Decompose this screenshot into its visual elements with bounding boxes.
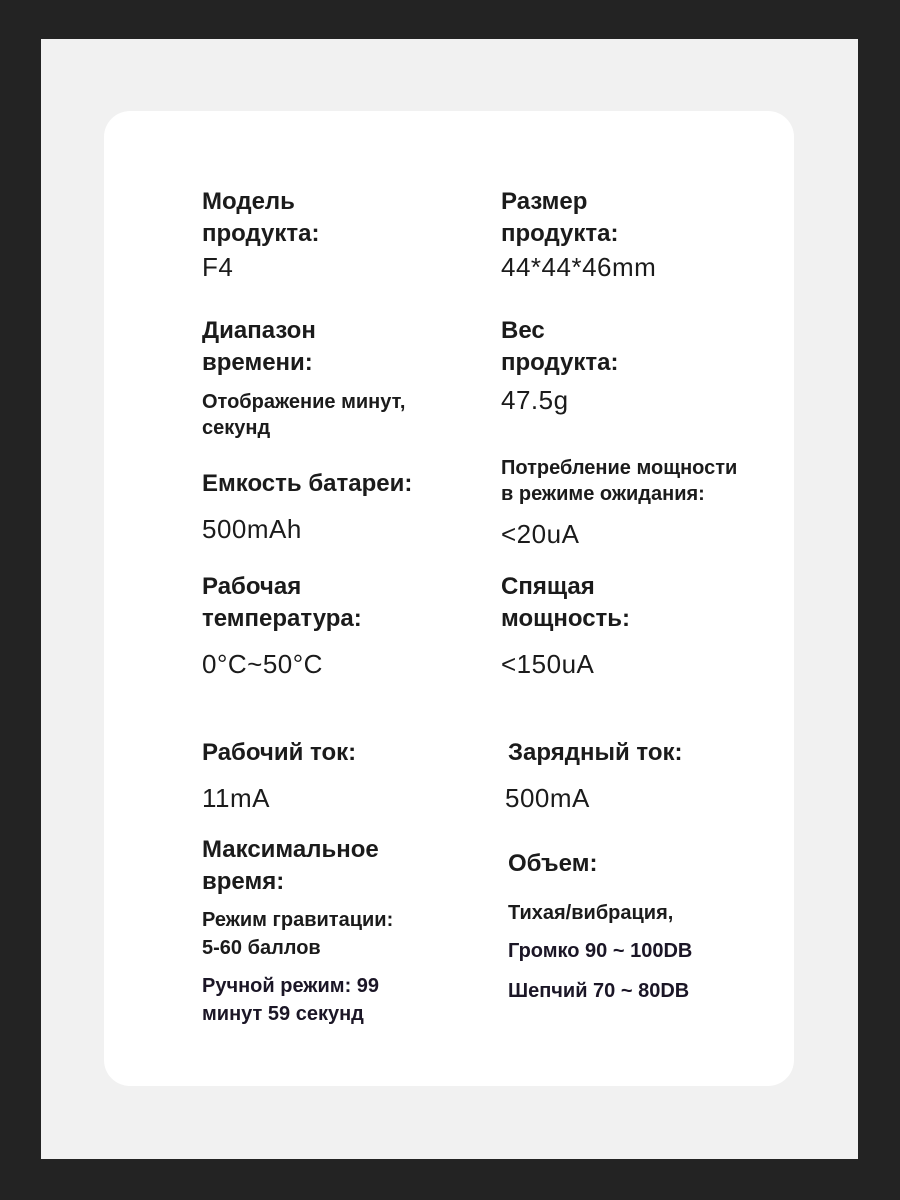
spec-label: Размер продукта: — [501, 188, 619, 247]
spec-max-time — [202, 834, 393, 1028]
spec-value: Отображение минут, секунд — [202, 391, 406, 439]
spec-value: 0°C~50°C — [202, 649, 323, 679]
spec-label: Емкость батареи: — [202, 470, 413, 497]
spec-weight — [501, 315, 618, 415]
spec-volume-line1: Тихая/вибрация, — [508, 902, 674, 924]
spec-label: Вес продукта: — [501, 317, 619, 376]
spec-volume-line2: Громко 90 ~ 100DB — [508, 940, 693, 962]
spec-value: 11mA — [202, 783, 270, 813]
spec-value: <20uA — [501, 519, 580, 549]
spec-label: Зарядный ток: — [508, 739, 683, 766]
spec-manual-mode: Ручной режим: 99 минут 59 секунд — [202, 975, 380, 1025]
spec-label: Объем: — [508, 850, 598, 877]
spec-label: Рабочий ток: — [202, 739, 357, 766]
spec-operating-temp — [202, 571, 362, 679]
spec-size — [501, 186, 656, 282]
spec-working-current — [202, 737, 356, 813]
spec-value: 500mAh — [202, 514, 302, 544]
spec-volume — [508, 848, 692, 1004]
spec-value: F4 — [202, 252, 234, 282]
spec-value: 500mA — [505, 783, 590, 813]
spec-value: 44*44*46mm — [501, 252, 657, 282]
spec-sleep-power — [501, 571, 630, 679]
spec-label: Максимальное время: — [202, 836, 379, 895]
spec-label: Диапазон времени: — [202, 317, 316, 376]
spec-standby-power — [501, 455, 737, 549]
spec-label: Рабочая температура: — [202, 573, 362, 632]
spec-label: Потребление мощности в режиме ожидания: — [501, 457, 738, 505]
spec-model — [202, 186, 319, 282]
spec-label: Модель продукта: — [202, 188, 320, 247]
spec-value: 47.5g — [501, 385, 569, 415]
spec-charging-current — [505, 737, 683, 813]
spec-label: Спящая мощность: — [501, 573, 631, 632]
spec-gravity-mode: Режим гравитации: 5-60 баллов — [202, 909, 394, 959]
spec-volume-line3: Шепчий 70 ~ 80DB — [508, 980, 690, 1002]
spec-battery — [202, 468, 412, 544]
spec-time-range — [202, 315, 405, 441]
spec-value: <150uA — [501, 649, 595, 679]
